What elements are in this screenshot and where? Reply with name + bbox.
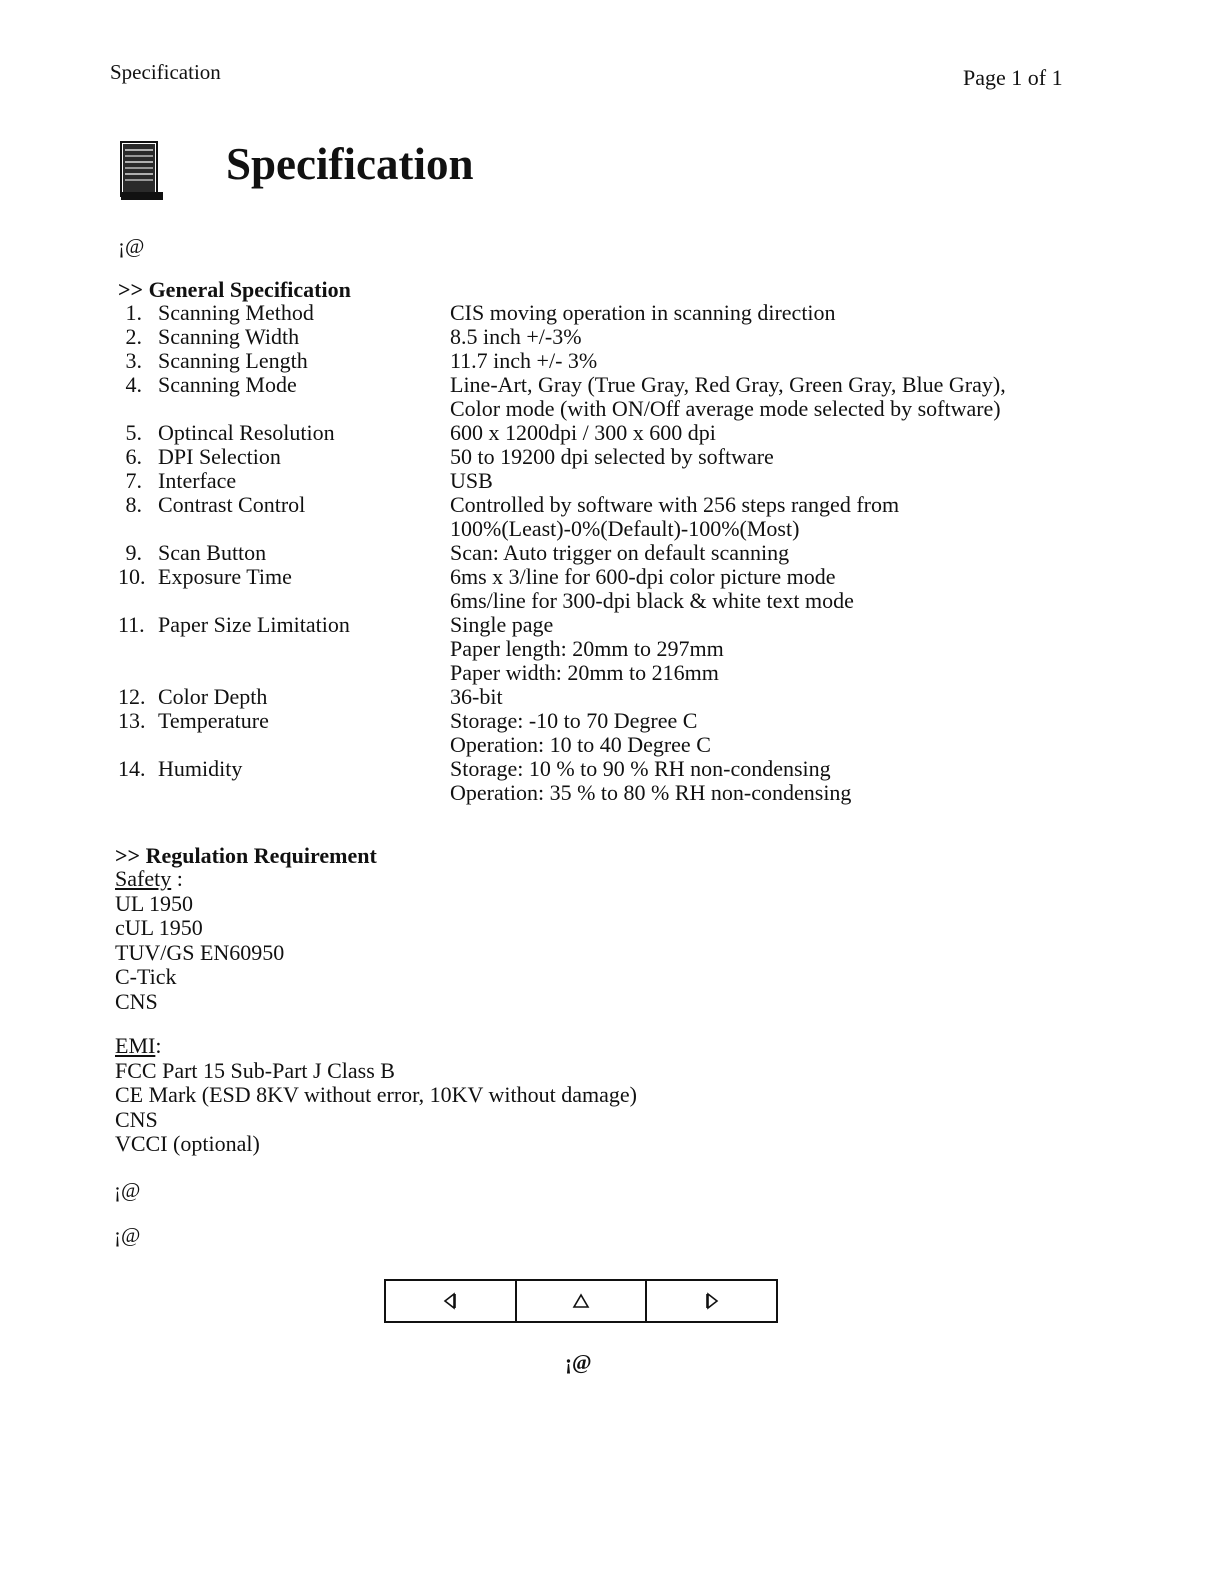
spec-value-line: Paper width: 20mm to 216mm (450, 660, 719, 685)
safety-suffix: : (171, 866, 183, 891)
spec-value-line: 50 to 19200 dpi selected by software (450, 444, 774, 469)
emi-label-line (115, 1034, 637, 1059)
spec-row (118, 613, 1078, 685)
spec-row-number: 10. (118, 564, 146, 589)
spec-row-label: Scanning Length (158, 348, 308, 373)
spec-value-line: Storage: 10 % to 90 % RH non-condensing (450, 756, 831, 781)
spec-row-number: 3. (125, 348, 142, 373)
spec-value-line: Paper length: 20mm to 297mm (450, 636, 724, 661)
marker-text: ¡@ (114, 1178, 141, 1202)
spec-row (118, 565, 1078, 613)
spec-row (118, 709, 1078, 757)
spec-row-number: 7. (125, 468, 142, 493)
spec-row-label: Exposure Time (158, 564, 292, 589)
spec-row (118, 685, 1078, 709)
spec-row-value (450, 445, 1078, 469)
spec-row-number: 2. (125, 324, 142, 349)
safety-list (115, 867, 284, 1014)
spec-row-value (450, 685, 1078, 709)
spec-row-number: 5. (125, 420, 142, 445)
spec-value-line: 6ms x 3/line for 600-dpi color picture mode (450, 564, 836, 589)
spec-row-value (450, 709, 1078, 757)
prev-arrow-icon (441, 1292, 459, 1310)
safety-label-line (115, 867, 284, 892)
spec-row-value (450, 421, 1078, 445)
spec-value-line: 36-bit (450, 684, 503, 709)
spec-value-line: CIS moving operation in scanning direction (450, 300, 836, 325)
safety-item: CNS (115, 988, 158, 1014)
page-navigation (384, 1279, 778, 1323)
spec-value-line: USB (450, 468, 493, 493)
spec-row-label: Scan Button (158, 540, 267, 565)
safety-item: C-Tick (115, 964, 177, 989)
spec-value-line: Operation: 10 to 40 Degree C (450, 732, 711, 757)
spec-row-number: 11. (118, 612, 145, 637)
marker-text: ¡@ (114, 1223, 141, 1247)
spec-value-line: 600 x 1200dpi / 300 x 600 dpi (450, 420, 716, 445)
header-title: Specification (110, 60, 221, 84)
emi-item: CE Mark (ESD 8KV without error, 10KV without damage) (115, 1082, 637, 1107)
prev-page-button[interactable] (386, 1281, 517, 1321)
spec-row (118, 493, 1078, 541)
spec-value-line: 8.5 inch +/-3% (450, 324, 582, 349)
spec-value-line: 11.7 inch +/- 3% (450, 348, 598, 373)
spec-value-line: Color mode (with ON/Off average mode selected by software) (450, 396, 1001, 421)
marker-text: ¡@ (565, 1350, 592, 1374)
spec-row-label: Humidity (158, 756, 243, 781)
spec-value-line: Line-Art, Gray (True Gray, Red Gray, Green Gray, Blue Gray), (450, 372, 1006, 397)
document-icon (120, 140, 164, 202)
spec-value-line: Single page (450, 612, 554, 637)
spec-row-value (450, 565, 1078, 613)
spec-row-number: 6. (125, 444, 142, 469)
spec-row (118, 421, 1078, 445)
regulation-heading: >> Regulation Requirement (115, 843, 377, 868)
spec-row-label: Color Depth (158, 684, 268, 709)
spec-value-line: Operation: 35 % to 80 % RH non-condensing (450, 780, 852, 805)
general-spec-heading: >> General Specification (118, 277, 351, 302)
spec-row-label: Optincal Resolution (158, 420, 335, 445)
page-number: Page 1 of 1 (963, 65, 1063, 90)
spec-row (118, 373, 1078, 421)
spec-row-label: Scanning Mode (158, 372, 297, 397)
next-page-button[interactable] (647, 1281, 776, 1321)
spec-row (118, 541, 1078, 565)
spec-row-value (450, 349, 1078, 373)
emi-label: EMI (115, 1033, 156, 1058)
spec-row-value (450, 493, 1078, 541)
spec-row-number: 12. (118, 684, 146, 709)
spec-row-label: DPI Selection (158, 444, 281, 469)
spec-row (118, 445, 1078, 469)
spec-row-number: 14. (118, 756, 146, 781)
spec-row-value (450, 469, 1078, 493)
spec-row-value (450, 757, 1078, 805)
spec-row-number: 8. (125, 492, 142, 517)
spec-row-label: Interface (158, 468, 237, 493)
spec-row-label: Scanning Width (158, 324, 300, 349)
spec-value-line: Scan: Auto trigger on default scanning (450, 540, 790, 565)
spec-row-number: 4. (125, 372, 142, 397)
safety-item: TUV/GS EN60950 (115, 939, 285, 965)
spec-row-value (450, 373, 1078, 421)
page-title: Specification (226, 139, 474, 189)
emi-item: FCC Part 15 Sub-Part J Class B (115, 1057, 395, 1083)
emi-list (115, 1034, 637, 1157)
spec-row (118, 325, 1078, 349)
spec-row-number: 1. (125, 300, 142, 325)
spec-row-label: Paper Size Limitation (158, 612, 350, 637)
safety-item: UL 1950 (115, 890, 194, 916)
spec-row-label: Temperature (158, 708, 269, 733)
safety-item: cUL 1950 (115, 915, 203, 940)
spec-row (118, 349, 1078, 373)
spec-value-line: 6ms/line for 300-dpi black & white text mode (450, 588, 854, 613)
spec-row-value (450, 541, 1078, 565)
spec-value-line: 100%(Least)-0%(Default)-100%(Most) (450, 516, 800, 541)
spec-row (118, 757, 1078, 805)
next-arrow-icon (703, 1292, 721, 1310)
spec-value-line: Storage: -10 to 70 Degree C (450, 708, 698, 733)
spec-row-label: Scanning Method (158, 300, 314, 325)
up-arrow-icon (572, 1292, 590, 1310)
up-page-button[interactable] (517, 1281, 648, 1321)
safety-label: Safety (115, 866, 172, 891)
spec-row-value (450, 613, 1078, 685)
spec-row-number: 13. (118, 708, 146, 733)
emi-suffix: : (155, 1033, 162, 1058)
marker-text: ¡@ (118, 234, 145, 258)
spec-row (118, 469, 1078, 493)
spec-row (118, 301, 1078, 325)
spec-row-value (450, 325, 1078, 349)
spec-value-line: Controlled by software with 256 steps ranged from (450, 492, 900, 517)
spec-row-number: 9. (125, 540, 142, 565)
spec-row-value (450, 301, 1078, 325)
spec-row-label: Contrast Control (158, 492, 306, 517)
spec-table (118, 301, 1078, 805)
emi-item: CNS (115, 1106, 158, 1132)
emi-item: VCCI (optional) (115, 1131, 260, 1156)
